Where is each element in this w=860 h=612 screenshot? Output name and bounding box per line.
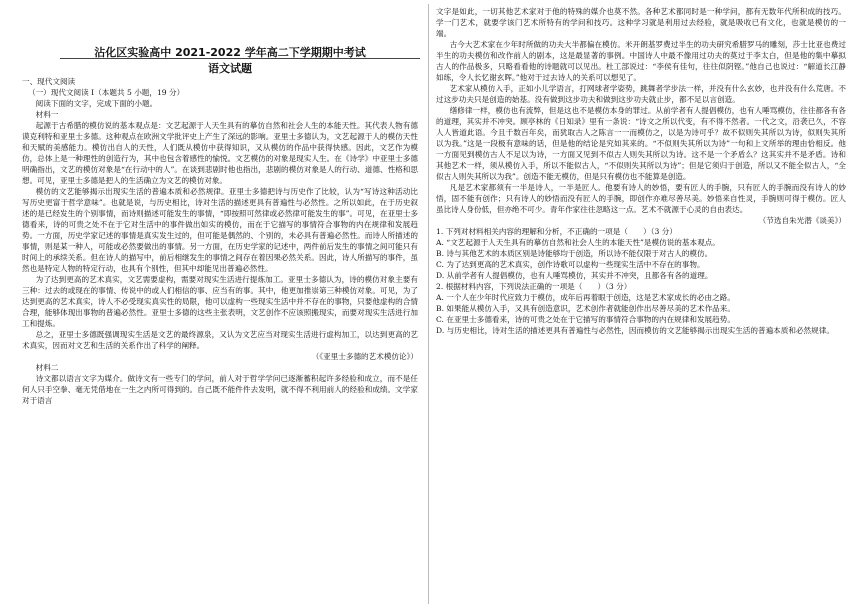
exam-title: 沾化区实验高中 2021-2022 学年高二下学期期中考试	[94, 46, 366, 59]
material-two-continuation: 文字是如此，一切其他艺术家对于他的特殊的媒介也莫不然。各种艺术都同时是一种学问，都有无数年代所积成的技巧。学一门艺术，就要学该门艺术所特有的学问和技巧。这种学习就是利用过去经验，就是吸收已有文化，也就是模仿的一端。	[436, 7, 846, 38]
material-one-paragraph-1: 起源于古希腊的模仿说的基本观点是：文艺起源于人天生具有的摹仿自然和社会人生的本能天性。其代表人物有德谟克利特和亚里士多德。这种观点在欧洲文学批评史上产生了深远的影响。亚里士多德认为，文艺起源于人的模仿天性和天赋的美感能力。模仿出自人的天性，人们既从模仿中获得知识，又从模仿的作品中获得快感。因此，文艺作为模仿，总体上是一种理性的创造行为，其中也包含着感性的愉悦。文艺模仿的对象是现实人生。在《诗学》中亚里士多德明确指出，文艺的模仿对象是“在行动中的人”。在谈到悲剧时他也指出，悲剧的模仿对象是人的行动、道德、性格和思想。可见，亚里士多德是把人的生活确立为文艺的模仿对象。	[22, 121, 418, 185]
question-1-stem: 1. 下列对材料相关内容的理解和分析，不正确的一项是（ ）（3 分）	[436, 227, 677, 236]
material-two-paragraph-3: 艺术家从模仿入手，正如小儿学语言，打网球者学姿势，跳舞者学步法一样，并没有什么玄妙，也并没有什么荒唐。不过这步功夫只是创造的始基。没有做到这步功夫和做到这步功夫就止步，都不足以言创造。	[436, 84, 846, 104]
title-rule	[60, 58, 420, 59]
question-2-option-a: A. 一个人在少年时代应致力于模仿，成年后再着眼于创造，这是艺术家成长的必由之路。	[436, 293, 735, 302]
material-one-paragraph-4: 总之，亚里士多德既强调现实生活是文艺的最终源泉，又认为文艺应当对现实生活进行虚构加工，以达到更高的艺术真实，因而对文艺和生活的关系作出了科学的阐释。	[22, 330, 418, 350]
material-one-label: 材料一	[35, 110, 59, 119]
material-one-citation: （《亚里士多德的艺术模仿论》）	[311, 352, 418, 361]
material-two-paragraph-5: 凡是艺术家都须有一半是诗人，一半是匠人。他要有诗人的妙悟，要有匠人的手腕，只有匠人的手腕而没有诗人的妙悟，固不能有创作；只有诗人的妙悟而没有匠人的手腕，即创作亦难尽善尽美。妙悟来自性灵，手腕则可得于模仿。匠人虽比诗人身份低，但亦绝不可少。青年作家往往忽略这一点。艺术不就源于心灵的自由表达。	[436, 183, 846, 214]
material-two-paragraph-1: 诗文都以语言文字为媒介。做诗文有一些专门的学问，前人对于哲学学问已逐渐蓄积起许多经验和成立，而不是任何人只手空拳、毫无凭借地在一生之内所可得到的。自己既不能件件去发明，就不得不利用前人的经验和成绩。文学家对于语言	[22, 374, 418, 405]
material-two-paragraph-2: 古今大艺术家在少年时所做的功夫大半都偏在模仿。米开朗基罗费过半生的功夫研究希腊罗马的雕刻，莎士比亚也费过半生的功夫模仿和改作前人的剧本，这是最显著的事例。中国诗人中最不像用过功夫的莫过于李太白，但是他的集中摹拟古人的作品极多，只略看看他的诗题就可以见出。杜工部说过：“李侯有佳句，往往似阴铿。”他自己也说过：“解道长江静如练，令人长忆谢玄晖。”他对于过去诗人的关系可以想见了。	[436, 40, 846, 82]
question-2-option-d: D. 与历史相比，诗对生活的描述更具有普遍性与必然性，因而模仿的文艺能够揭示出现实生活的普遍本质和必然规律。	[436, 326, 834, 335]
question-2-option-c: C. 在亚里士多德看来，诗的可贵之处在于它描写的事情符合事物的内在规律和发展趋势。	[436, 315, 735, 324]
part-heading: （一）现代文阅读 I（本题共 5 小题，19 分）	[28, 88, 185, 97]
question-1-option-a: A. “文艺起源于人天生具有的摹仿自然和社会人生的本能天性”是模仿说的基本观点。	[436, 238, 720, 247]
material-two-citation: （节选自朱光潜《谈美》）	[758, 216, 846, 225]
right-column-text	[436, 6, 846, 336]
question-1-option-c: C. 为了达到更高的艺术真实，创作诗歌可以虚构一些现实生活中不存在的事物。	[436, 260, 705, 269]
question-1-option-d: D. 从前学者有人提倡模仿，也有人唾骂模仿，其实并不冲突，且都各有各的道理。	[436, 271, 713, 280]
question-2-option-b: B. 如果能从模仿入手，又具有创造意识，艺术创作者就能创作出尽善尽美的艺术作品来。	[436, 304, 735, 313]
question-1-option-b: B. 诗与其他艺术的本质区别是诗能够均于创造，所以诗不能仅限于对古人的模仿。	[436, 249, 713, 258]
question-2-stem: 2. 根据材料内容，下列说法正确的一项是（ ）（3 分）	[436, 282, 632, 291]
column-divider	[428, 4, 429, 604]
material-two-label: 材料二	[35, 363, 59, 372]
section-heading: 一、现代文阅读	[22, 77, 76, 86]
instruction-text: 阅读下面的文字，完成下面的小题。	[35, 99, 158, 108]
material-one-paragraph-3: 为了达到更高的艺术真实，文艺需要虚构，需要对现实生活进行提炼加工。亚里士多德认为，诗的模仿对象主要有三种：过去的或现在的事情、传说中的或人们相信的事、应当有的事。其中，他更加推崇第三种模仿对象。可见，为了达到更高的艺术真实，诗人不必受现实真实性的局限，他可以虚构一些现实生活中并不存在的事物，只要他虚构的合情合理，能够体现出事物的普遍必然性。亚里士多德的这些主张表明，文艺创作不应该照搬现实，而要对现实生活进行加工和提炼。	[22, 275, 418, 328]
material-two-paragraph-4: 缮修律一样，模仿也有流弊，但是这也不是模仿本身的罪过。从前学者有人提倡模仿，也有人唾骂模仿，往往都各有各的道理，其实并不冲突。顾亭林的《日知录》里有一条说：“诗文之所以代变，有不得不然者。一代之文，沿袭已久，不容人人皆道此语。今且千数百年矣，而犹取古人之陈言一一而模仿之，以是为诗可乎？故不似则失其所以为诗，似则失其所以为我。”这是一段极有意味的话，但是他的结论是究如其来的。“不似则失其所以为诗”一句和上文所举的理由恰相反。他一方面见到模仿古人不足以为诗，一方面又见到不似古人则失其所以为诗。这不是一个矛盾么？这其实并不是矛盾。诗和其他艺术一样，须从模仿入手，所以不能似古人，“不似则失其所以为诗”；但是它须归于创造，所以又不能全似古人，“全似古人则失其所以为我”。创造不能无模仿，但是只有模仿也不能算是创造。	[436, 106, 846, 181]
left-column-text	[22, 76, 418, 406]
exam-subtitle: 语文试题	[208, 62, 252, 75]
material-one-paragraph-2: 模仿的文艺能够揭示出现实生活的普遍本质和必然规律。亚里士多德把诗与历史作了比较，认为“写诗这种活动比写历史更富于哲学意味”。也就是说，与历史相比，诗对生活的描述更具有普遍性与必然性。之所以如此，在于历史叙述的是已经发生的个别事情，而诗则描述可能发生的事情，“即按照可然律或必然律可能发生的事”。可见，在亚里士多德看来，诗的可贵之处不在于它对生活中的事件做出如实的模仿，而在于它描写的事情符合事物的内在规律和发展趋势。一方面，历史学家记述的事情是真实发生过的，但可能是偶然的、个别的，未必具有普遍必然性。而诗人所描述的事情，则是某一种人，可能或必然要做出的事情。另一方面，在历史学家的记述中，两件前后发生的事情之间可能只有时间上的承续关系。但在诗人的描写中，前后相继发生的事情之间存在着因果必然关系。因此，诗人所描写的事件，虽然也是特定人物的特定行动，也具有个别性，但其中却能见出普遍必然性。	[22, 187, 418, 273]
